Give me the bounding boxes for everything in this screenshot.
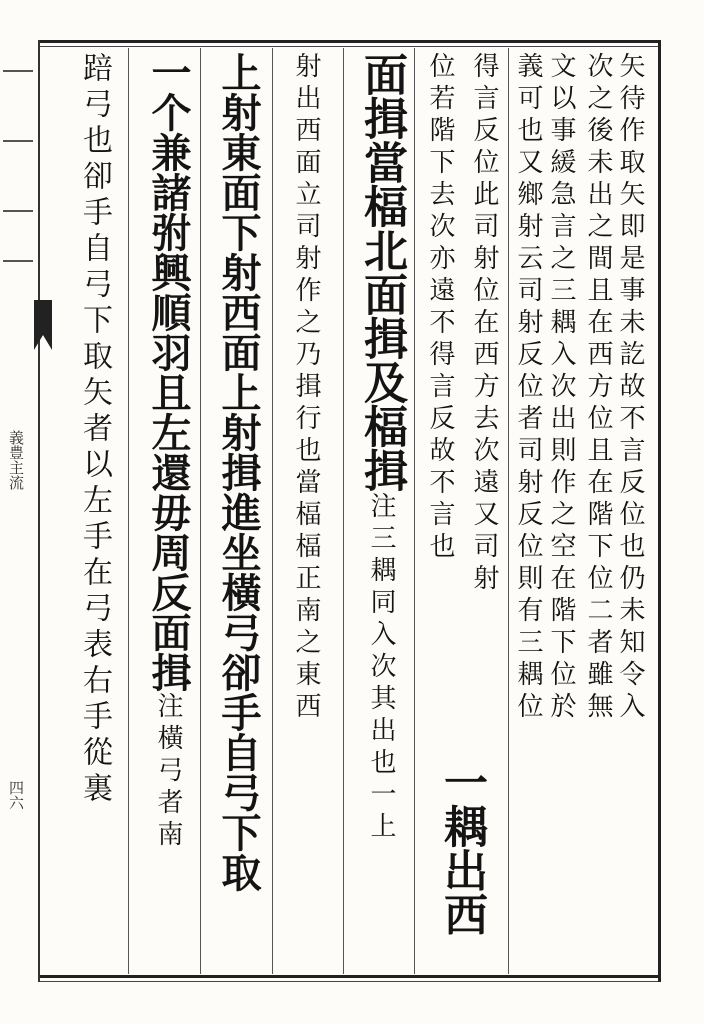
frame-bottom-border-inner	[40, 981, 660, 982]
frame-bottom-border	[40, 975, 660, 978]
main-text-column	[352, 52, 410, 844]
frame-top-border	[40, 40, 660, 43]
commentary-column: 文以事緩急言之三耦入次出則作之空在階下位於	[546, 52, 576, 724]
commentary-column: 義可也又鄉射云司射反位者司射反位則有三耦位	[513, 52, 543, 724]
commentary-column: 得言反位此司射位在西方去次遠又司射	[469, 52, 499, 596]
commentary-text: 注橫弓者南	[153, 692, 183, 852]
page-number: 四六	[7, 780, 25, 810]
main-text-column	[140, 52, 196, 852]
column-rule	[343, 48, 344, 974]
column-rule	[200, 48, 201, 974]
commentary-column: 次之後未出之間且在西方位且在階下位二者雖無	[583, 52, 613, 724]
column-rule	[414, 48, 415, 974]
frame-left-border	[38, 40, 40, 982]
main-text: 一个兼諸弣興順羽且左還毋周反面揖	[145, 52, 192, 692]
commentary-column: 射出西面立司射作之乃揖行也當楅楅正南之東西	[291, 52, 321, 724]
book-title: 義豊主流	[7, 430, 25, 490]
gutter-tick	[3, 140, 33, 162]
column-rule	[128, 48, 129, 974]
frame-top-border-inner	[40, 46, 660, 47]
frame-right-border	[658, 40, 661, 982]
commentary-text: 注三耦同入次其出也一上	[366, 492, 396, 844]
gutter-tick	[3, 210, 33, 232]
main-text-column: 一耦出西	[436, 760, 487, 936]
main-text-column: 上射東面下射西面上射揖進坐橫弓卻手自弓下取	[215, 52, 262, 892]
column-rule	[272, 48, 273, 974]
commentary-column: 位若階下去次亦遠不得言反故不言也	[425, 52, 455, 564]
page-gutter	[0, 40, 38, 982]
fishtail-mark	[34, 300, 52, 350]
gutter-tick	[3, 70, 33, 92]
column-rule	[508, 48, 509, 974]
main-text: 面揖當楅北面揖及楅揖	[356, 52, 407, 492]
commentary-column: 矢待作取矢即是事未訖故不言反位也仍未知令入	[615, 52, 645, 724]
gutter-tick	[3, 260, 33, 282]
commentary-column: 踣弓也卻手自弓下取矢者以左手在弓表右手從裏	[77, 52, 112, 808]
